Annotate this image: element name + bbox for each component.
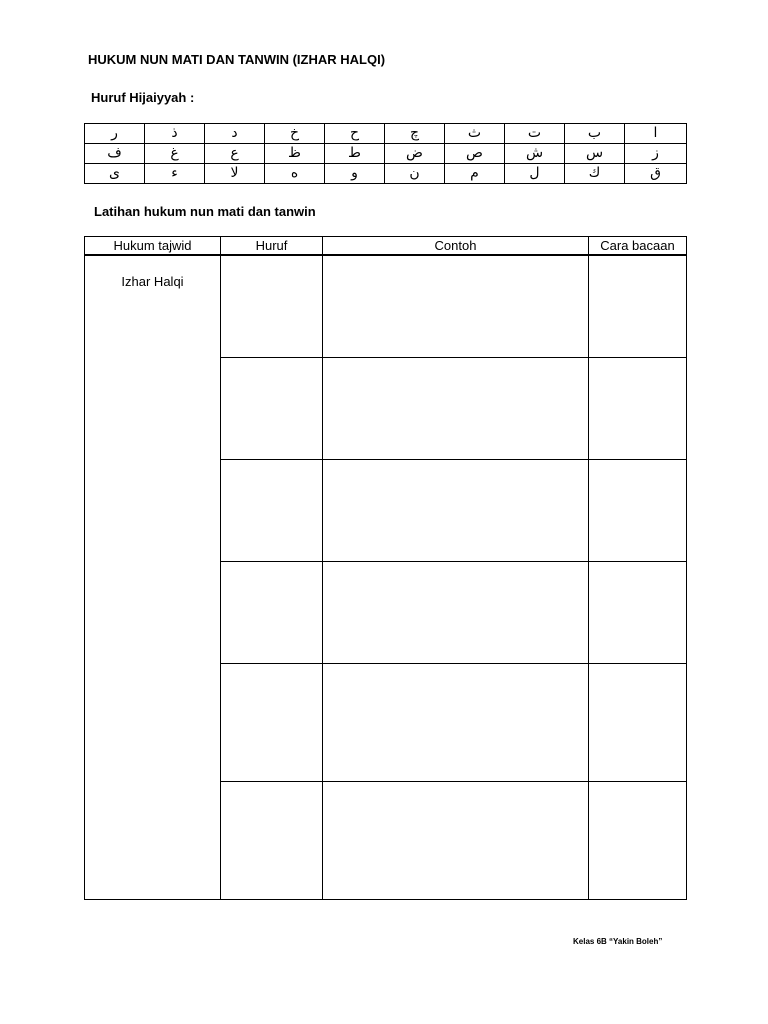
hijaiyyah-letter: ص xyxy=(445,144,505,164)
hijaiyyah-letter: ح xyxy=(325,124,385,144)
hijaiyyah-letter: ز xyxy=(625,144,687,164)
header-contoh: Contoh xyxy=(323,237,589,256)
huruf-cell[interactable] xyxy=(221,255,323,357)
hijaiyyah-letter: س xyxy=(565,144,625,164)
hijaiyyah-letter: لا xyxy=(205,164,265,184)
hijaiyyah-letter: ء xyxy=(145,164,205,184)
huruf-cell[interactable] xyxy=(221,561,323,663)
cara-bacaan-cell[interactable] xyxy=(589,781,687,899)
latihan-heading: Latihan hukum nun mati dan tanwin xyxy=(94,204,316,219)
hijaiyyah-letter: ا xyxy=(625,124,687,144)
header-hukum-tajwid: Hukum tajwid xyxy=(85,237,221,256)
hijaiyyah-letter: ى xyxy=(85,164,145,184)
hijaiyyah-letter: ر xyxy=(85,124,145,144)
hijaiyyah-letter: ت xyxy=(505,124,565,144)
contoh-cell[interactable] xyxy=(323,663,589,781)
contoh-cell[interactable] xyxy=(323,561,589,663)
hijaiyyah-letter: ض xyxy=(385,144,445,164)
hijaiyyah-letter: ذ xyxy=(145,124,205,144)
cara-bacaan-cell[interactable] xyxy=(589,561,687,663)
latihan-header-row xyxy=(85,237,687,256)
header-huruf: Huruf xyxy=(221,237,323,256)
contoh-cell[interactable] xyxy=(323,459,589,561)
hijaiyyah-letter: چ xyxy=(385,124,445,144)
cara-bacaan-cell[interactable] xyxy=(589,255,687,357)
hijaiyyah-letter: ع xyxy=(205,144,265,164)
hijaiyyah-table xyxy=(84,123,687,184)
hijaiyyah-letter: م xyxy=(445,164,505,184)
hijaiyyah-letter: د xyxy=(205,124,265,144)
hijaiyyah-letter: ط xyxy=(325,144,385,164)
hijaiyyah-letter: ظ xyxy=(265,144,325,164)
huruf-cell[interactable] xyxy=(221,357,323,459)
cara-bacaan-cell[interactable] xyxy=(589,663,687,781)
huruf-cell[interactable] xyxy=(221,781,323,899)
hijaiyyah-letter: ل xyxy=(505,164,565,184)
hijaiyyah-letter: ب xyxy=(565,124,625,144)
footer-note: Kelas 6B “Yakin Boleh” xyxy=(573,937,663,946)
hijaiyyah-letter: ش xyxy=(505,144,565,164)
cara-bacaan-cell[interactable] xyxy=(589,459,687,561)
hijaiyyah-letter: ه xyxy=(265,164,325,184)
hijaiyyah-letter: خ xyxy=(265,124,325,144)
contoh-cell[interactable] xyxy=(323,357,589,459)
hijaiyyah-letter: ق xyxy=(625,164,687,184)
contoh-cell[interactable] xyxy=(323,255,589,357)
cara-bacaan-cell[interactable] xyxy=(589,357,687,459)
page-title: HUKUM NUN MATI DAN TANWIN (IZHAR HALQI) xyxy=(88,52,386,67)
hijaiyyah-letter: ك xyxy=(565,164,625,184)
latihan-table xyxy=(84,236,687,900)
huruf-cell[interactable] xyxy=(221,663,323,781)
hijaiyyah-letter: و xyxy=(325,164,385,184)
table-row xyxy=(85,255,687,357)
contoh-cell[interactable] xyxy=(323,781,589,899)
huruf-cell[interactable] xyxy=(221,459,323,561)
hijaiyyah-row xyxy=(85,124,687,144)
hijaiyyah-row xyxy=(85,164,687,184)
hukum-izhar-halqi-cell: Izhar Halqi xyxy=(85,255,221,899)
huruf-hijaiyyah-heading: Huruf Hijaiyyah : xyxy=(91,90,195,105)
hijaiyyah-letter: ث xyxy=(445,124,505,144)
hijaiyyah-letter: ن xyxy=(385,164,445,184)
hijaiyyah-row xyxy=(85,144,687,164)
hijaiyyah-letter: ف xyxy=(85,144,145,164)
hijaiyyah-letter: غ xyxy=(145,144,205,164)
header-cara-bacaan: Cara bacaan xyxy=(589,237,687,256)
